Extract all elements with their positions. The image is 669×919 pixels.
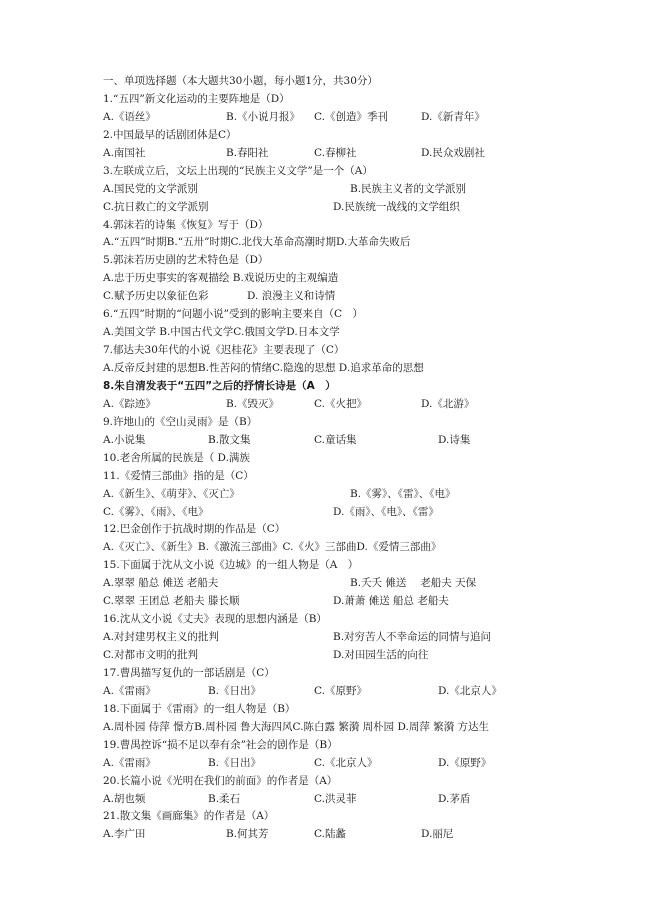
option-text: A.《新生》、《萌芽》、《灭亡》 <box>103 487 240 500</box>
option-text: A.反帝反封建的思想B.性苦闷的情绪C.隐逸的思想 D.追求革命的思想 <box>103 362 424 374</box>
question-stem <box>103 414 663 432</box>
question-stem <box>103 521 663 539</box>
option-text: A.“五四”时期B.“五卅”时期C.北伐大革命高潮时期D.大革命失败后 <box>103 236 411 249</box>
question-text: 7.郁达夫30年代的小说《迟桂花》主要表现了（C） <box>103 344 345 357</box>
question-text: 19.曹禺控诉“损不足以奉有余”社会的剧作是（B） <box>103 738 338 751</box>
option-text: C.洪灵菲 <box>314 792 357 805</box>
question-stem <box>103 127 663 145</box>
question-stem <box>103 611 663 629</box>
question-stem <box>103 450 663 468</box>
option-text: C.陆蠡 <box>314 828 346 841</box>
question-text: 1.“五四”新文化运动的主要阵地是（D） <box>103 92 290 105</box>
option-text: A.翠翠 船总 傩送 老船夫 <box>103 577 219 590</box>
option-text: D. 浪漫主义和诗情 <box>247 290 336 303</box>
option-row <box>103 755 663 773</box>
question-text: 17.曹禺描写复仇的一部话剧是（C） <box>103 666 275 679</box>
question-text: 20.长篇小说《光明在我们的前面》的作者是（A） <box>103 774 338 787</box>
question-text: 21.散文集《画廊集》的作者是（A） <box>103 810 275 823</box>
question-text: 11.《爱情三部曲》指的是（C） <box>103 469 254 482</box>
question-stem <box>103 773 663 791</box>
question-text: 8.朱自清发表于“五四”之后的抒情长诗是（A ） <box>103 379 336 392</box>
option-text: B.《日出》 <box>208 684 262 697</box>
option-text: C.春柳社 <box>314 146 357 159</box>
option-row <box>103 360 663 378</box>
option-text: A.周朴园 侍萍 憬方B.周朴园 鲁大海四风C.陈白露 繁漪 周朴园 D.周萍 繁漪 方达生 <box>103 720 490 733</box>
option-text: C.《创造》季刊 <box>314 110 388 123</box>
option-text: A.《语丝》 <box>103 110 156 123</box>
question-stem <box>103 306 663 324</box>
option-text: A.李广田 <box>103 828 146 841</box>
option-text: B.《毁灭》 <box>226 397 280 410</box>
question-text: 4.郭沫若的诗集《恢复》写于（D） <box>103 218 269 231</box>
option-text: C.赋予历史以象征色彩 <box>103 290 209 303</box>
option-row <box>103 504 663 522</box>
section-title <box>103 73 663 91</box>
option-text: A.《雷雨》 <box>103 684 156 697</box>
option-text: A.《踪迹》 <box>103 397 156 410</box>
option-row <box>103 791 663 809</box>
exam-content <box>103 73 663 844</box>
option-text: D.民众戏剧社 <box>421 146 485 159</box>
option-text: D.丽尼 <box>421 828 454 841</box>
option-row <box>103 199 663 217</box>
question-text: 18.下面属于《雷雨》的一组人物是（B） <box>103 702 296 715</box>
question-text: 5.郭沫若历史剧的艺术特色是（D） <box>103 254 269 267</box>
option-row <box>103 826 663 844</box>
option-row <box>103 629 663 647</box>
question-text: 9.许地山的《空山灵雨》是（B） <box>103 415 258 428</box>
option-text: C.《原野》 <box>314 684 367 697</box>
option-text: A.胡也频 <box>103 792 146 805</box>
option-row <box>103 593 663 611</box>
question-text: 3.左联成立后，文坛上出现的“民族主义文学”是一个（A） <box>103 164 373 177</box>
question-stem <box>103 252 663 270</box>
option-text: A.国民党的文学派别 <box>103 182 198 195</box>
option-row <box>103 234 663 252</box>
option-text: D.民族统一战线的文学组织 <box>333 200 460 213</box>
option-text: D.萧萧 傩送 船总 老船夫 <box>333 595 449 608</box>
option-text: A.对封建男权主义的批判 <box>103 631 219 644</box>
option-row <box>103 288 663 306</box>
option-text: D.《雨》、《电》、《雷》 <box>333 505 439 518</box>
option-text: D.茅盾 <box>438 792 471 805</box>
option-text: C.抗日救亡的文学派别 <box>103 200 209 213</box>
option-text: C.《雾》、《雨》、《电》 <box>103 505 209 518</box>
option-text: D.《北京人》 <box>438 684 502 697</box>
question-stem <box>103 737 663 755</box>
option-row <box>103 270 663 288</box>
question-stem <box>103 808 663 826</box>
option-text: D.《原野》 <box>438 756 492 769</box>
option-row <box>103 432 663 450</box>
option-row <box>103 324 663 342</box>
question-stem <box>103 701 663 719</box>
option-row <box>103 486 663 504</box>
option-text: B.《小说月报》 <box>226 110 301 123</box>
option-row <box>103 539 663 557</box>
option-row <box>103 575 663 593</box>
option-text: A.忠于历史事实的客观描绘 B.戏说历史的主观编造 <box>103 272 339 285</box>
option-row <box>103 647 663 665</box>
option-text: A.南国社 <box>103 146 146 159</box>
option-text: B.何其芳 <box>226 828 269 841</box>
option-text: B.《雾》、《雷》、《电》 <box>350 487 456 500</box>
question-stem <box>103 557 663 575</box>
question-stem <box>103 468 663 486</box>
question-text: 15.下面属于沈从文小说《边城》的一组人物是（A ） <box>103 559 359 572</box>
option-text: A.小说集 <box>103 433 146 446</box>
option-text: C.翠翠 王团总 老船夫 滕长顺 <box>103 595 240 608</box>
option-text: C.《火把》 <box>314 397 367 410</box>
option-row <box>103 719 663 737</box>
question-stem <box>103 342 663 360</box>
option-text: A.《雷雨》 <box>103 756 156 769</box>
option-text: C.《北京人》 <box>314 756 378 769</box>
option-row <box>103 109 663 127</box>
option-text: B.春阳社 <box>226 146 269 159</box>
option-row <box>103 145 663 163</box>
option-row <box>103 683 663 701</box>
question-text: 2.中国最早的话剧团体是C） <box>103 128 237 141</box>
question-text: 12.巴金创作于抗战时期的作品是（C） <box>103 523 286 536</box>
question-stem <box>103 91 663 109</box>
option-row <box>103 396 663 414</box>
option-text: B.柔石 <box>208 792 241 805</box>
option-text: B.夭夭 傩送 老船夫 天保 <box>350 577 477 590</box>
question-stem <box>103 163 663 181</box>
option-text: C.对都市文明的批判 <box>103 649 198 661</box>
question-text: 16.沈从文小说《丈夫》表现的思想内涵是（B） <box>103 613 327 626</box>
option-text: D.诗集 <box>438 433 471 446</box>
option-text: C.童话集 <box>314 433 357 446</box>
question-stem <box>103 665 663 683</box>
question-stem <box>103 378 663 396</box>
option-text: D.《新青年》 <box>421 110 485 123</box>
option-text: B.散文集 <box>208 433 251 446</box>
question-text: 6.“五四”时期的“问题小说”受到的影响主要来自（C ） <box>103 308 364 321</box>
option-text: A.《灭亡》、《新生》B.《激流三部曲》C.《火》三部曲D.《爱情三部曲》 <box>103 541 442 554</box>
question-stem <box>103 217 663 235</box>
option-text: D.对田园生活的向往 <box>333 649 429 661</box>
option-text: D.《北游》 <box>421 397 475 410</box>
option-row <box>103 181 663 199</box>
option-text: B.《日出》 <box>208 756 262 769</box>
option-text: A.美国文学 B.中国古代文学C.俄国文学D.日本文学 <box>103 326 340 339</box>
option-text: B.民族主义者的文学派别 <box>350 182 467 195</box>
section-title-text: 一、单项选择题（本大题共30小题，每小题1分，共30分） <box>103 75 378 87</box>
question-text: 10.老舍所属的民族是（ D.满族 <box>103 451 250 464</box>
option-text: B.对穷苦人不幸命运的同情与追问 <box>333 631 492 644</box>
